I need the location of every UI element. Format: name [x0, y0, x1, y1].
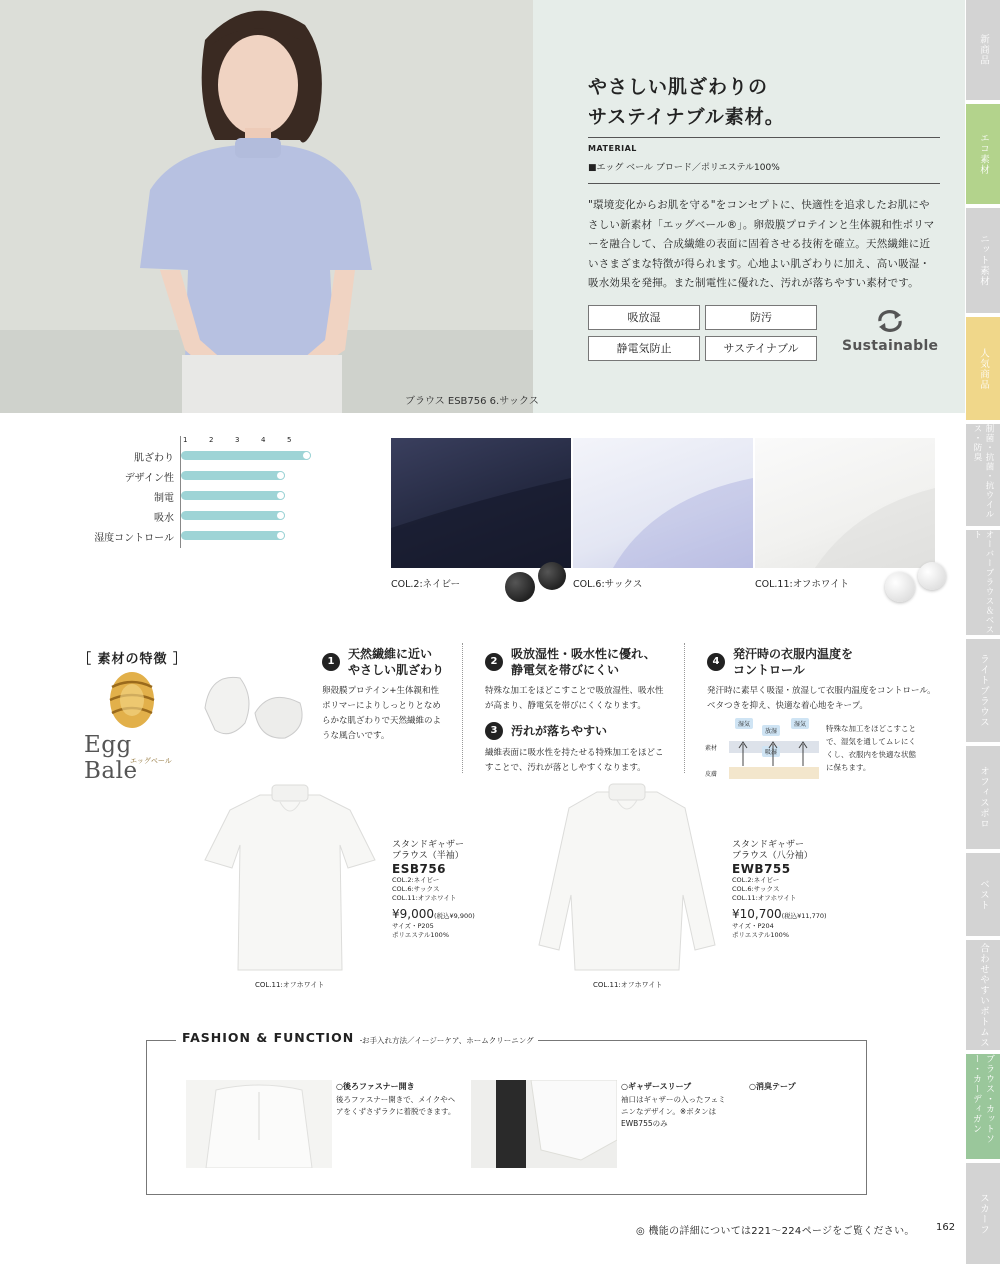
fabric-swatch-offwhite: [755, 438, 935, 568]
page-number: 162: [936, 1222, 956, 1233]
product-price-tax: (税込¥11,770): [781, 912, 827, 920]
material-description: "環境変化からお肌を守る"をコンセプトに、快適性を追求したお肌にやさしい新素材「エッグベール®」。卵殻膜プロテインと生体親和性ポリマーを融合して、合成繊維の表面に固着させる技術を確立。天然繊維に近いさまざまな特徴が得られます。心地よい肌ざわりに加え、高い吸湿・吸水効果を発揮。また制電性に優れた、汚れが落ちやすい素材です。: [588, 199, 935, 289]
product-name: ブラウス（八分袖）: [732, 851, 813, 861]
rating-chart: [84, 436, 348, 548]
feature-number: 4: [707, 653, 725, 671]
rating-dot: [276, 471, 285, 480]
feature-heading-line: 吸放湿性・吸水性に優れ、: [511, 647, 656, 661]
product-code: EWB755: [732, 862, 791, 876]
tab-knit-material[interactable]: [966, 208, 1000, 313]
rating-bar: [181, 491, 285, 500]
rating-bar: [181, 451, 311, 460]
button-white: [918, 562, 946, 590]
rating-dot: [276, 511, 285, 520]
rating-dot: [276, 531, 285, 540]
tab-label: 制菌・抗菌・抗ウイルス・防臭: [972, 424, 994, 519]
tab-office-polo[interactable]: [966, 746, 1000, 849]
product-fabric: ポリエステル100%: [392, 931, 449, 939]
eggbale-logo: [84, 672, 189, 784]
feature-heading-line: 発汗時の衣服内温度を: [733, 647, 854, 661]
material-value: ■エッグ ベール ブロード／ポリエステル100%: [588, 163, 780, 173]
divider: [462, 643, 463, 773]
product-color: COL.2:ネイビー: [392, 876, 440, 884]
tab-popular[interactable]: [966, 317, 1000, 420]
rating-label: 吸水: [154, 513, 174, 524]
feature-number: 1: [322, 653, 340, 671]
material-label: MATERIAL: [588, 144, 637, 153]
function-body: 後ろファスナー開きで、メイクやヘアをくずさずラクに着脱できます。: [336, 1095, 456, 1116]
tab-bottoms[interactable]: [966, 940, 1000, 1050]
tab-label: ベスト: [978, 878, 989, 911]
feature-heading: [511, 646, 656, 678]
sustainable-label: Sustainable: [842, 338, 939, 354]
feature-heading-line: 静電気を帯びにくい: [511, 663, 620, 677]
feature-heading: [733, 646, 853, 678]
tab-label: オフィスポロ: [978, 766, 989, 829]
product-image-esb756: [200, 780, 380, 975]
rating-scale-tick: 3: [235, 436, 240, 444]
product-price-tax: (税込¥9,900): [434, 912, 475, 920]
tab-label: 合わせやすいボトムス: [978, 942, 989, 1048]
diagram-label: 皮膚: [705, 771, 718, 778]
product-size: サイズ・P204: [732, 922, 774, 930]
rating-label: 制電: [154, 493, 174, 504]
headline-line-1: やさしい肌ざわりの: [588, 76, 769, 98]
feature-body: 発汗時に素早く吸湿・放湿して衣服内温度をコントロール。ベタつきを抑え、快適な着心地をキープ。: [707, 686, 936, 711]
photo-caption: ブラウス ESB756 6.サックス: [405, 396, 539, 407]
product-name: スタンドギャザー: [732, 840, 805, 850]
diagram-note: 特殊な加工をほどこすことで、湿気を通してムレにくくし、衣服内を快適な状態に保ちます。: [826, 724, 916, 772]
tab-blouse-cutsew[interactable]: [966, 1054, 1000, 1159]
product-color: COL.6:サックス: [392, 885, 440, 893]
swatch-label: COL.2:ネイビー: [391, 579, 461, 590]
product-color: COL.2:ネイビー: [732, 876, 780, 884]
footer-note: ◎ 機能の詳細については221〜224ページをご覧ください。: [636, 1226, 915, 1237]
feature-body: 繊維表面に吸水性を持たせる特殊加工をほどこすことで、汚れが落としやすくなります。: [485, 748, 664, 773]
tab-label: ニット素材: [978, 234, 989, 287]
feature-body: 卵殻膜プロテイン+生体親和性ポリマーによりしっとりとなめらかな肌ざわりで天然繊維のような風合いです。: [322, 686, 442, 741]
logo-text: Egg Bale: [84, 732, 138, 784]
button-navy: [538, 562, 566, 590]
function-heading: ○ギャザースリーブ: [621, 1082, 692, 1091]
product-price: ¥9,000: [392, 907, 434, 921]
product-image-caption: COL.11:オフホワイト: [255, 981, 325, 989]
product-price: ¥10,700: [732, 907, 782, 921]
product-color: COL.11:オフホワイト: [392, 894, 457, 902]
care-instructions: お手入れ方法／イージーケア、ホームクリーニング: [362, 1035, 538, 1046]
diagram-label: 放湿: [762, 725, 780, 736]
rating-bar: [181, 471, 285, 480]
diagram-label: 湿気: [735, 718, 753, 729]
tab-eco-material[interactable]: [966, 104, 1000, 204]
feature-heading: 汚れが落ちやすい: [511, 724, 608, 738]
feature-heading-line: 天然繊維に近い: [348, 647, 433, 661]
features-title: ［ 素材の特徴 ］: [78, 652, 188, 667]
swatch-label: COL.11:オフホワイト: [755, 579, 850, 590]
rating-scale-tick: 2: [209, 436, 214, 444]
headline-line-2: サステイナブル素材。: [588, 106, 785, 128]
tab-over-blouse[interactable]: [966, 530, 1000, 635]
tab-label: オーバーブラウス＆ベスト: [972, 530, 994, 635]
rating-label: 湿度コントロール: [94, 533, 174, 544]
feature-number: 2: [485, 653, 503, 671]
tab-label: 人気商品: [978, 347, 989, 390]
rating-label: 肌ざわり: [134, 453, 174, 464]
swatch-label: COL.6:サックス: [573, 579, 643, 590]
logo-subtext: エッグベール: [130, 757, 172, 765]
product-image-ewb755: [535, 780, 720, 975]
feature-tag: 吸放湿: [588, 305, 700, 330]
feature-number: 3: [485, 722, 503, 740]
divider: [588, 183, 940, 184]
function-heading: ○消臭テープ: [749, 1082, 796, 1091]
product-info-esb756: [392, 840, 475, 940]
product-color: COL.11:オフホワイト: [732, 894, 797, 902]
function-heading: ○後ろファスナー開き: [336, 1082, 415, 1091]
feature-heading-line: やさしい肌ざわり: [348, 663, 445, 677]
rating-bar: [181, 531, 285, 540]
product-name: スタンドギャザー: [392, 840, 465, 850]
diagram-label: 吸湿: [762, 746, 780, 757]
rating-label: デザイン性: [124, 473, 174, 484]
model-photo: [0, 0, 533, 413]
product-info-ewb755: [732, 840, 827, 940]
diagram-skin-layer: [729, 767, 819, 779]
button-white: [885, 572, 915, 602]
product-name: ブラウス（半袖）: [392, 851, 464, 861]
product-fabric: ポリエステル100%: [732, 931, 789, 939]
tab-label: ブラウス・カットソー・カーディガン: [971, 1054, 994, 1144]
rating-scale-tick: 4: [261, 436, 266, 444]
detail-image-gather-sleeve: [471, 1080, 617, 1168]
rating-scale-tick: 5: [287, 436, 292, 444]
detail-image-back-zipper: [186, 1080, 332, 1168]
diagram-label: 湿気: [791, 718, 809, 729]
fabric-swatch-navy: [391, 438, 571, 568]
tab-light-blouse[interactable]: [966, 639, 1000, 742]
rating-dot: [276, 491, 285, 500]
feature-heading-line: コントロール: [733, 663, 805, 677]
side-index-tabs: [966, 0, 1000, 1264]
rating-scale-tick: 1: [183, 436, 188, 444]
tab-antibacterial[interactable]: [966, 424, 1000, 526]
tab-label: エコ素材: [978, 133, 989, 175]
tab-vest[interactable]: [966, 853, 1000, 936]
tab-label: ライトブラウス: [978, 653, 989, 728]
rating-dot: [302, 451, 311, 460]
rating-bar: [181, 511, 285, 520]
button-navy: [505, 572, 535, 602]
product-code: ESB756: [392, 862, 447, 876]
eggshell-image: [200, 668, 310, 748]
page-headline: [588, 72, 785, 132]
tab-label: 新商品: [978, 34, 989, 66]
feature-heading: [348, 646, 444, 678]
product-color: COL.6:サックス: [732, 885, 780, 893]
recycle-icon: [874, 308, 906, 338]
product-image-caption: COL.11:オフホワイト: [593, 981, 663, 989]
tab-scarf[interactable]: [966, 1163, 1000, 1264]
product-size: サイズ・P205: [392, 922, 434, 930]
divider: [684, 643, 685, 773]
diagram-label: 素材: [705, 745, 718, 752]
feature-tag: 静電気防止: [588, 336, 700, 361]
tab-new-items[interactable]: [966, 0, 1000, 100]
feature-tag: サステイナブル: [705, 336, 817, 361]
moisture-diagram: [705, 716, 825, 780]
fashion-function-title: FASHION & FUNCTION: [176, 1030, 360, 1045]
feature-tag: 防汚: [705, 305, 817, 330]
fabric-swatch-sax: [573, 438, 753, 568]
function-body: 袖口はギャザーの入ったフェミニンなデザイン。※ボタンはEWB755のみ: [621, 1095, 726, 1128]
tab-label: スカーフ: [978, 1192, 989, 1235]
feature-body: 特殊な加工をほどこすことで吸放湿性、吸水性が高まり、静電気を帯びにくくなります。: [485, 686, 664, 711]
divider: [588, 137, 940, 138]
